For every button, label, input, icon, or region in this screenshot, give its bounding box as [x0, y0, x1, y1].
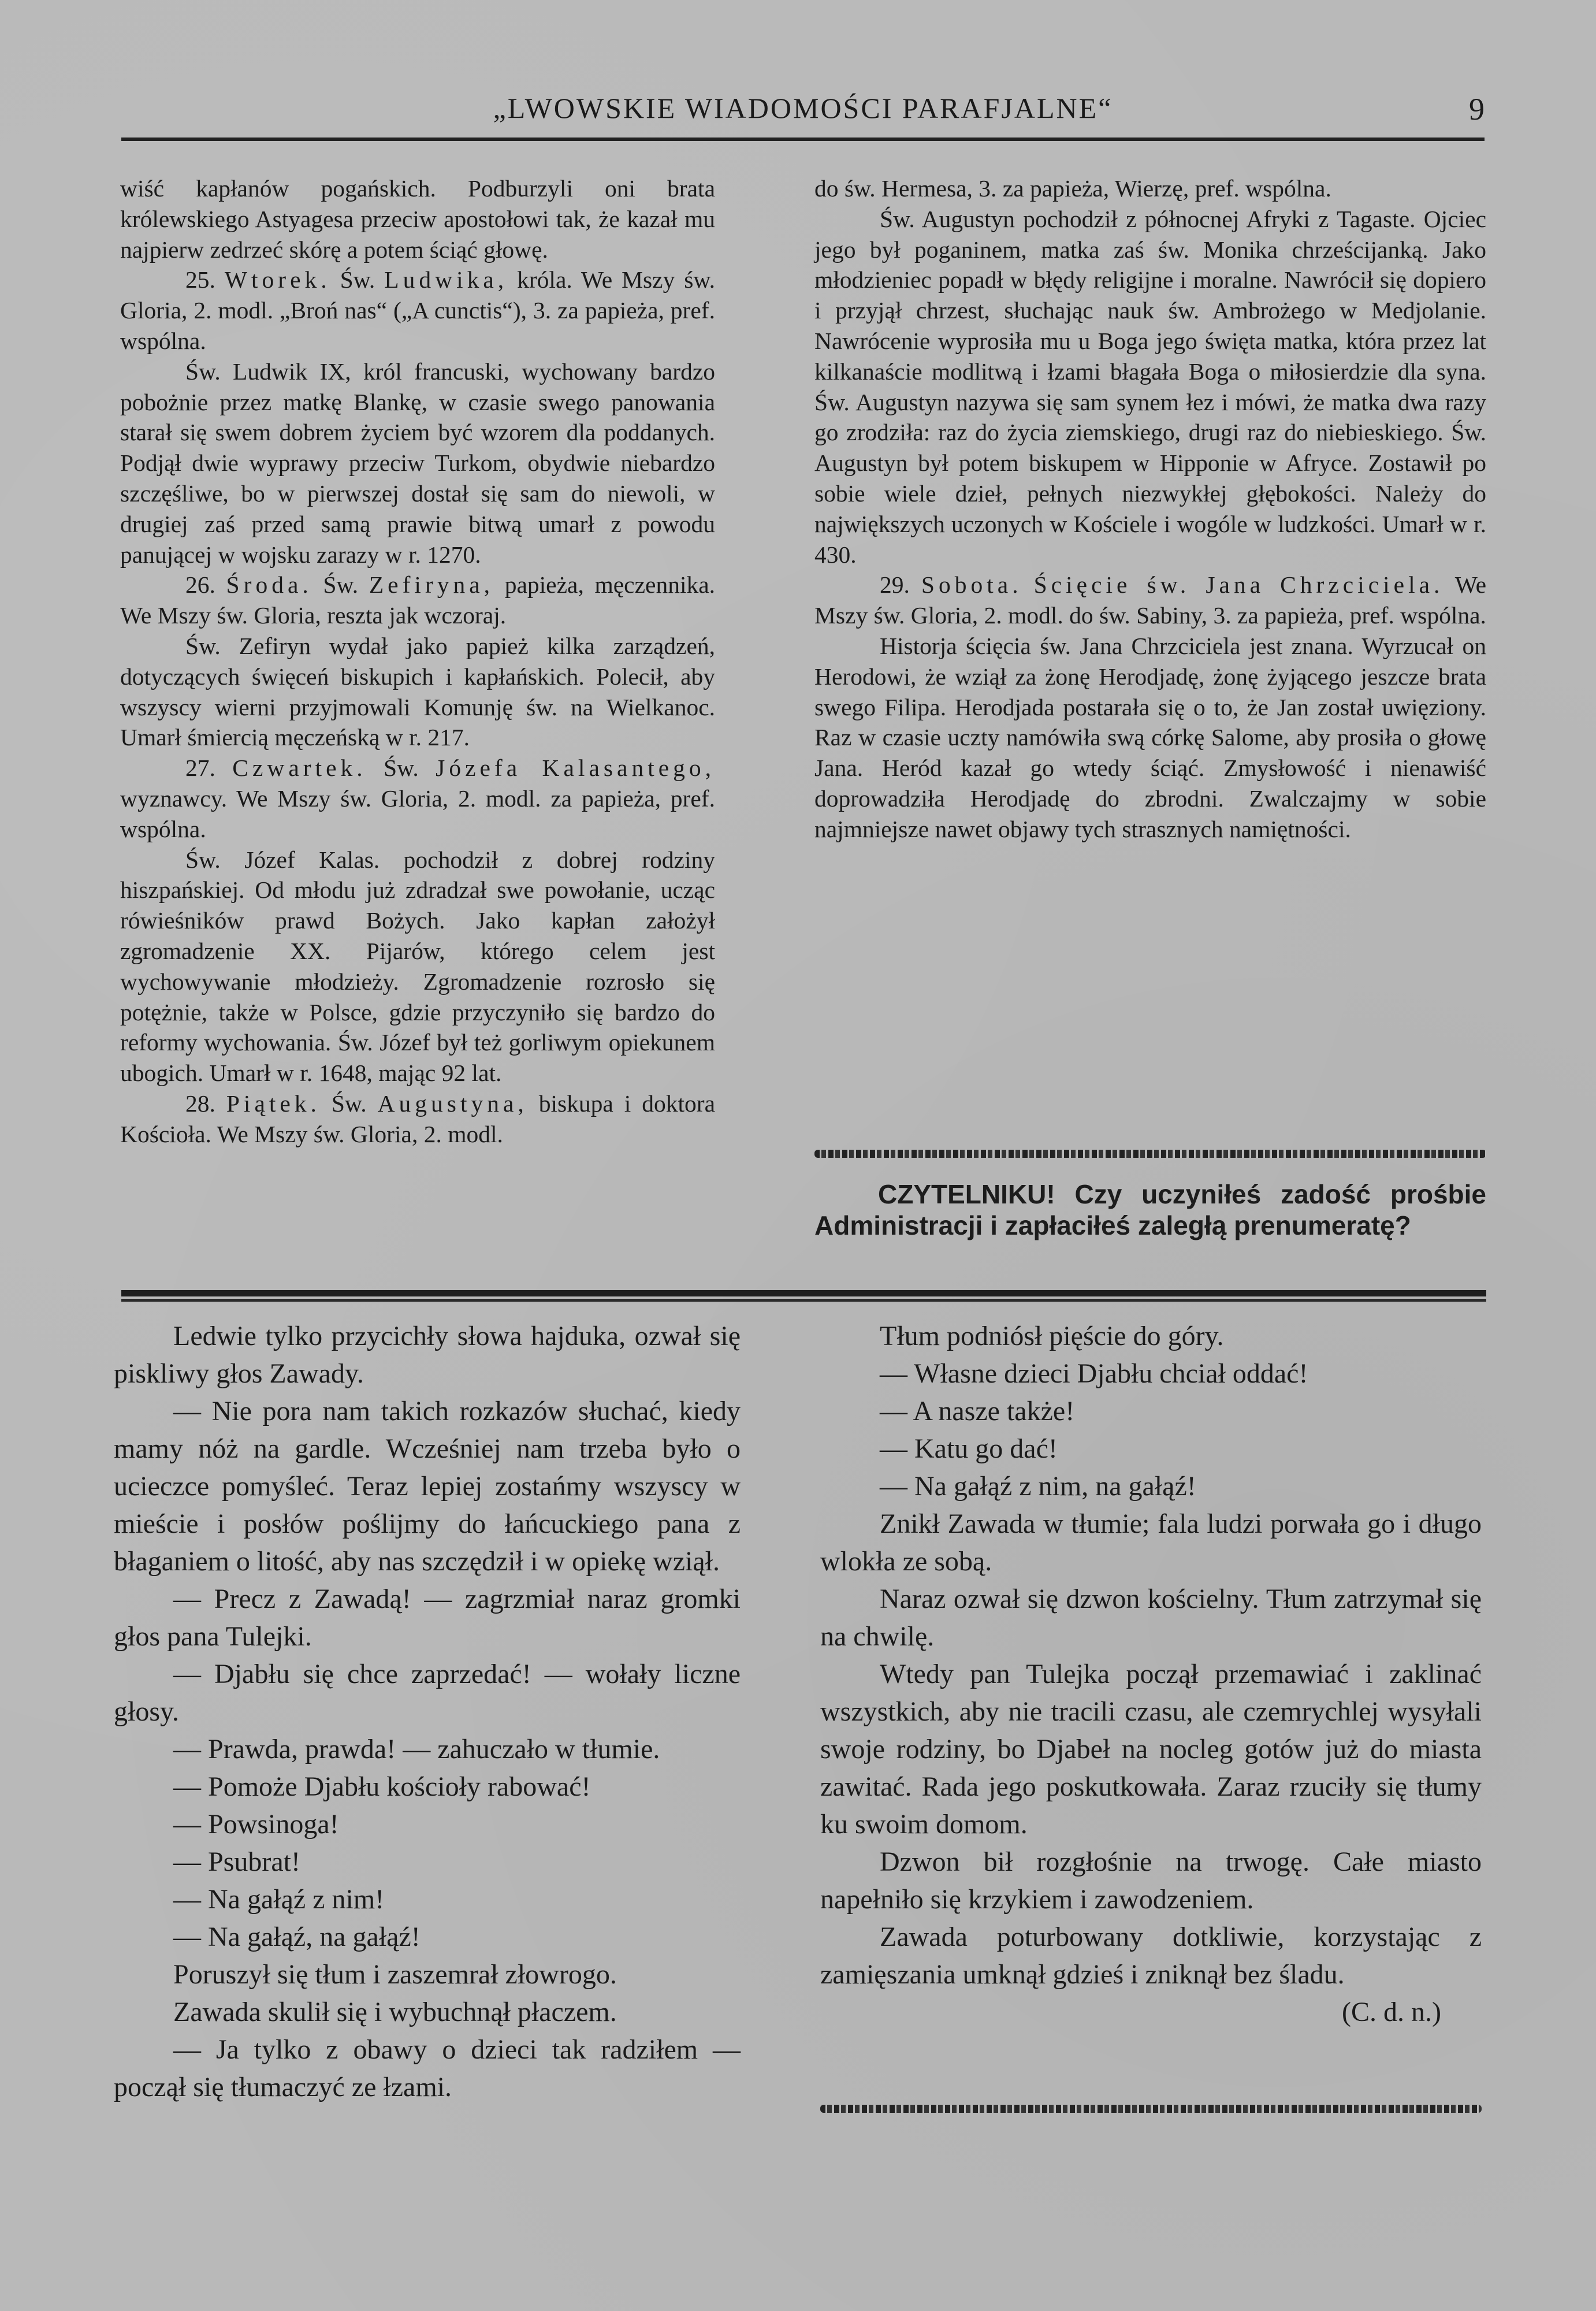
calendar-entry-25 [120, 265, 715, 356]
story-paragraph: Zawada skulił się i wybuchnął płaczem. [173, 1997, 617, 2027]
saint-prefix: Św. [323, 571, 359, 599]
story-paragraph: Znikł Zawada w tłumie; fala ludzi porwała go i długo wlokła ze sobą. [820, 1509, 1482, 1577]
story-paragraph: — Pomoże Djabłu kościoły rabować! [173, 1771, 591, 1802]
story-paragraph: Zawada poturbowany dotkliwie, korzystając z zamięszania umknął gdzieś i zniknął bez śladu. [820, 1922, 1482, 1990]
saint-prefix: Św. [384, 755, 419, 782]
saint-name: Zefiryna, [369, 571, 494, 599]
notice-text: Czy uczyniłeś zadość prośbie Administracji i zapłaciłeś zaległą prenumeratę? [814, 1179, 1486, 1240]
story-paragraph: — A nasze także! [880, 1396, 1075, 1426]
entry-text: biskupa i doktora Kościoła. We Mszy św. Gloria, 2. modl. [120, 1090, 716, 1147]
subscription-notice [814, 1179, 1486, 1241]
notice-lead: CZYTELNIKU! [878, 1179, 1055, 1209]
story-paragraph: — Nie pora nam takich rozkazów słuchać, kiedy mamy nóż na gardle. Wcześniej nam trzeba było o ucieczce pomyśleć. Teraz lepiej zostańmy wszyscy w mieście i posłów poślijmy do łańcuckiego pana z błaganiem o litość, aby nas szczędził i w opiekę wziął. [114, 1396, 741, 1577]
story-paragraph: Tłum podniósł pięście do góry. [880, 1321, 1224, 1351]
entry-number: 28. [185, 1090, 215, 1117]
calendar-entry-28 [120, 1088, 715, 1150]
calendar-right-column [814, 173, 1486, 845]
story-paragraph: Poruszył się tłum i zaszemrał złowrogo. [173, 1959, 617, 1990]
story-paragraph: — Psubrat! [173, 1846, 300, 1877]
entry-text: papieża, męczennika. We Mszy św. Gloria, reszta jak wczoraj. [120, 571, 716, 629]
calendar-paragraph: Św. Zefiryn wydał jako papież kilka zarządzeń, dotyczących święceń biskupich i kapłańskich. Polecił, aby wszyscy wierni przyjmowali Komunję św. na Wielkanoc. Umarł śmiercią męczeńską w r. 217. [120, 632, 715, 751]
entry-day: Piątek. [226, 1090, 321, 1117]
calendar-entry-29 [814, 570, 1486, 631]
entry-day: Sobota. [921, 571, 1022, 599]
continuation-note: (C. d. n.) [1342, 1997, 1441, 2027]
story-paragraph: — Na gałąź z nim, na gałąź! [880, 1471, 1196, 1502]
entry-day: Czwartek. [232, 755, 367, 782]
story-paragraph: — Katu go dać! [880, 1433, 1058, 1464]
story-right-column [820, 1317, 1482, 2031]
entry-text: króla. We Mszy św. Gloria, 2. modl. „Broń nas“ („A cunctis“), 3. za papieża, pref. wspólna. [120, 266, 716, 354]
story-paragraph: — Własne dzieci Djabłu chciał oddać! [880, 1358, 1308, 1389]
calendar-paragraph: Historja ścięcia św. Jana Chrzciciela jest znana. Wyrzucał on Herodowi, że wziął za żonę Herodjadę, żonę żyjącego jeszcze brata swego Filipa. Herodjada postarała się o to, że Jan został uwięziony. Raz w czasie uczty namówiła swą córkę Salome, aby prosiła o głowę Jana. Heród kazał go wtedy ściąć. Zmysłowość i nienawiść doprowadziła Herodjadę do zbrodni. Zwalczajmy w sobie najmniejsze nawet objawy tych strasznych namiętności. [814, 632, 1486, 842]
publication-title: „LWOWSKIE WIADOMOŚCI PARAFJALNE“ [493, 92, 1113, 124]
story-paragraph: Wtedy pan Tulejka począł przemawiać i zaklinać wszystkich, aby nie tracili czasu, ale czemrychlej wysyłali swoje rodziny, bo Djabeł na nocleg gotów już do miasta zawitać. Rada jego poskutkowała. Zaraz rzuciły się tłumy ku swoim domom. [820, 1659, 1482, 1840]
story-paragraph: — Precz z Zawadą! — zagrzmiał naraz gromki głos pana Tulejki. [114, 1584, 741, 1652]
ornamental-rule [820, 2105, 1482, 2113]
story-paragraph: — Powsinoga! [173, 1809, 339, 1840]
story-paragraph: — Na gałąź z nim! [173, 1884, 385, 1915]
calendar-entry-27 [120, 753, 715, 844]
entry-number: 26. [185, 571, 215, 599]
calendar-paragraph: wiść kapłanów pogańskich. Podburzyli oni brata królewskiego Astyagesa przeciw apostołowi tak, że kazał mu najpierw zedrzeć skórę a potem ściąć głowę. [120, 175, 715, 263]
header-rule [121, 138, 1485, 141]
saint-name: Józefa Kalasantego, [436, 755, 716, 782]
calendar-paragraph: Św. Augustyn pochodził z północnej Afryki z Tagaste. Ojciec jego był poganinem, matka zaś św. Monika chrześcijanką. Jako młodzieniec popadł w błędy religijne i moralne. Nawrócił się dopiero i przyjął chrzest, słuchając nauk św. Ambrożego w Medjolanie. Nawrócenie wyprosiła mu u Boga jego święta matka, która przez lat kilkanaście modlitwą i łzami błagała Boga o miłosierdzie dla syna. Św. Augustyn nazywa się sam synem łez i mówi, że matka dwa razy go zrodziła: raz do życia ziemskiego, drugi raz do niebieskiego. Św. Augustyn był potem biskupem w Hipponie w Afryce. Zostawił po sobie wiele dzieł, pełnych niezwykłej głębokości. Należy do największych uczonych w Kościele i wogóle w ludzkości. Umarł w r. 430. [814, 205, 1486, 568]
saint-prefix: Św. [331, 1090, 367, 1117]
saint-prefix: Św. [340, 266, 375, 293]
story-left-column [114, 1317, 741, 2106]
story-paragraph: Naraz ozwał się dzwon kościelny. Tłum zatrzymał się na chwilę. [820, 1584, 1482, 1652]
page-number: 9 [1469, 92, 1485, 127]
saint-name: Ludwika, [384, 266, 508, 293]
section-divider [121, 1290, 1486, 1303]
calendar-entry-26 [120, 570, 715, 631]
entry-number: 25. [185, 266, 215, 293]
calendar-paragraph: Św. Ludwik IX, król francuski, wychowany bardzo pobożnie przez matkę Blankę, w czasie swego panowania starał się swem dobrem życiem być wzorem dla poddanych. Podjął dwie wyprawy przeciw Turkom, obydwie niebardzo szczęśliwe, bo w pierwszej dostał się sam do niewoli, w drugiej zaś przed samą prawie bitwą umarł z powodu panującej w wojsku zarazy w r. 1270. [120, 358, 715, 568]
saint-name: Augustyna, [377, 1090, 528, 1117]
running-header [121, 91, 1485, 138]
entry-day: Wtorek. [224, 266, 331, 293]
saint-name: Ścięcie św. Jana Chrzciciela. [1033, 571, 1444, 599]
ornamental-rule [814, 1150, 1486, 1158]
calendar-paragraph: Św. Józef Kalas. pochodził z dobrej rodziny hiszpańskiej. Od młodu już zdradzał swe powołanie, ucząc rówieśników prawd Bożych. Jako kapłan założył zgromadzenie XX. Pijarów, którego celem jest wychowywanie młodzieży. Zgromadzenie rozrosło się potężnie, także w Polsce, gdzie przyczyniło się bardzo do reformy wychowania. Św. Józef był też gorliwym opiekunem ubogich. Umarł w r. 1648, mając 92 lat. [120, 846, 715, 1087]
story-paragraph: — Ja tylko z obawy o dzieci tak radziłem — począł się tłumaczyć ze łzami. [114, 2034, 741, 2102]
entry-text: wyznawcy. We Mszy św. Gloria, 2. modl. za papieża, pref. wspólna. [120, 785, 715, 842]
story-paragraph: Dzwon bił rozgłośnie na trwogę. Całe miasto napełniło się krzykiem i zawodzeniem. [820, 1846, 1482, 1915]
story-paragraph: Ledwie tylko przycichły słowa hajduka, ozwał się piskliwy głos Zawady. [114, 1321, 741, 1389]
entry-text: We Mszy św. Gloria, 2. modl. do św. Sabiny, 3. za papieża, pref. wspólna. [814, 571, 1486, 629]
calendar-left-column [120, 173, 715, 1150]
entry-number: 29. [880, 571, 910, 599]
entry-number: 27. [185, 755, 215, 782]
story-paragraph: — Na gałąź, na gałąź! [173, 1922, 421, 1952]
story-paragraph: — Prawda, prawda! — zahuczało w tłumie. [173, 1734, 660, 1764]
entry-day: Środa. [226, 571, 312, 599]
calendar-paragraph: do św. Hermesa, 3. za papieża, Wierzę, pref. wspólna. [814, 175, 1331, 202]
story-paragraph: — Djabłu się chce zaprzedać! — wołały liczne głosy. [114, 1659, 741, 1727]
